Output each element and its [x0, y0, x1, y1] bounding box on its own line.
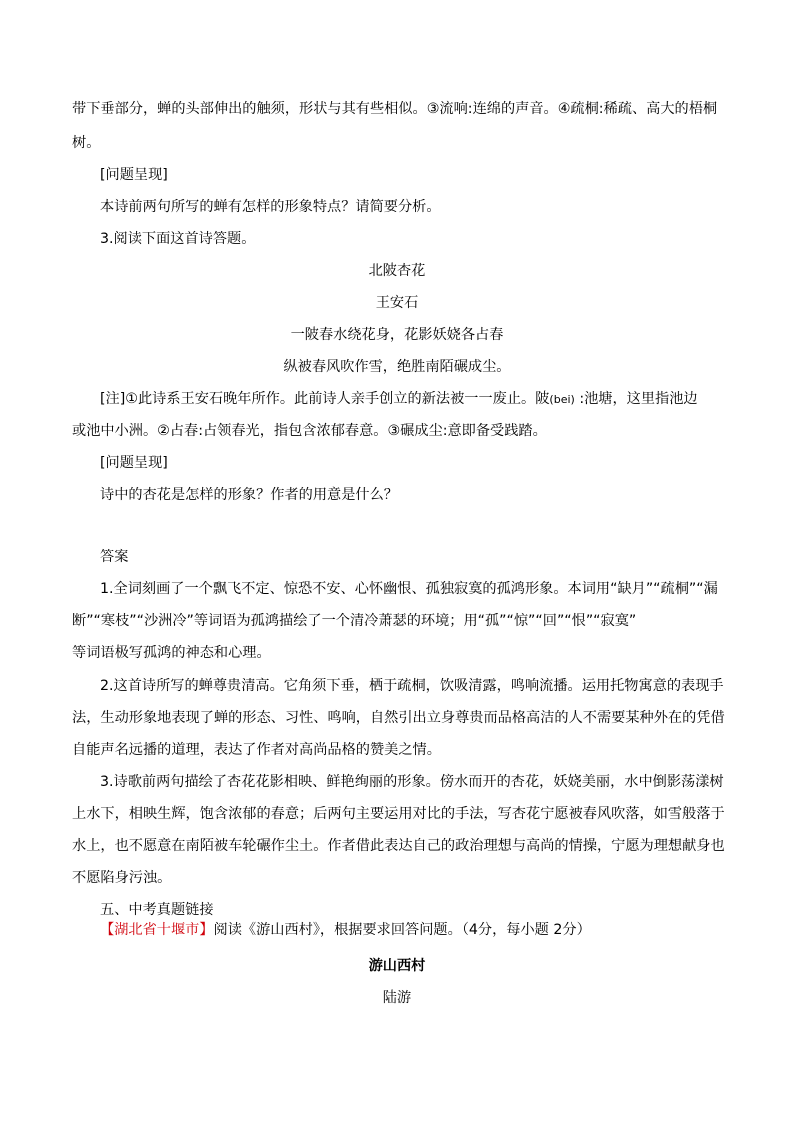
answer-heading: 答案 — [100, 549, 129, 565]
question-text: 诗中的杏花是怎样的形象？作者的用意是什么？ — [100, 487, 398, 503]
exam-source-tag: 【湖北省十堰市】 — [100, 922, 214, 938]
question-text: 本诗前两句所写的蝉有怎样的形象特点？请简要分析。 — [100, 199, 441, 215]
note-text: [注]①此诗系王安石晚年所作。此前诗人亲手创立的新法被一一废止。陂 — [100, 391, 550, 407]
exam-question-text: 阅读《游山西村》，根据要求回答问题。（4分，每小题 2分） — [213, 922, 591, 938]
poem-line: 一陂春水绕花身，花影妖娆各占春 — [290, 327, 504, 343]
question-intro: 3.阅读下面这首诗答题。 — [100, 231, 256, 247]
note-text: :池塘，这里指池边 — [574, 391, 698, 407]
poem-title: 游山西村 — [368, 958, 426, 974]
section-heading: 五、中考真题链接 — [100, 902, 214, 918]
answer-line: 上水下，相映生辉，饱含浓郁的春意；后两句主要运用对比的手法，写杏花宁愿被春风吹落，如雪般落于 — [72, 806, 725, 822]
answer-line: 1.全词刻画了一个飘飞不定、惊恐不安、心怀幽恨、孤独寂寞的孤鸿形象。本词用“缺月”“疏桐”“漏 — [100, 581, 718, 597]
answer-line: 法，生动形象地表现了蝉的形态、习性、鸣响，自然引出立身尊贵而品格高洁的人不需要某种外在的凭借 — [72, 710, 725, 726]
answer-line: 水上，也不愿意在南陌被车轮碾作尘土。作者借此表达自己的政治理想与高尚的情操，宁愿为理想献身也 — [72, 838, 725, 854]
poem-author: 陆游 — [382, 990, 412, 1006]
poem-note-line: 或池中小洲。②占春:占领春光，指包含浓郁春意。③碾成尘:意即备受践踏。 — [72, 423, 547, 439]
pinyin-annotation: (bei) — [549, 393, 575, 406]
poem-title: 北陂杏花 — [368, 263, 426, 279]
exam-question — [100, 920, 591, 940]
poem-line: 纵被春风吹作雪，绝胜南陌碾成尘。 — [283, 359, 511, 375]
poem-note-line — [100, 389, 698, 410]
answer-line: 不愿陷身污浊。 — [72, 870, 172, 886]
answer-line: 等词语极写孤鸿的神态和心理。 — [72, 645, 271, 661]
answer-line: 断”“寒枝”“沙洲冷”等词语为孤鸿描绘了一个清冷萧瑟的环境；用“孤”“惊”“回”“恨”“寂寞” — [72, 613, 637, 629]
answer-line: 自能声名远播的道理，表达了作者对高尚品格的赞美之情。 — [72, 742, 441, 758]
poem-author: 王安石 — [375, 295, 419, 311]
answer-line: 2.这首诗所写的蝉尊贵清高。它角须下垂，栖于疏桐，饮吸清露，鸣响流播。运用托物寓意的表现手 — [100, 678, 724, 694]
answer-line: 3.诗歌前两句描绘了杏花花影相映、鲜艳绚丽的形象。傍水而开的杏花，妖娆美丽，水中倒影荡漾树 — [100, 774, 724, 790]
question-label: [问题呈现] — [100, 455, 168, 471]
note-text-line: 带下垂部分，蝉的头部伸出的触须，形状与其有些相似。③流响:连绵的声音。④疏桐:稀疏、高大的梧桐 — [72, 101, 718, 117]
question-label: [问题呈现] — [100, 167, 168, 183]
note-text-line: 树。 — [72, 135, 101, 151]
